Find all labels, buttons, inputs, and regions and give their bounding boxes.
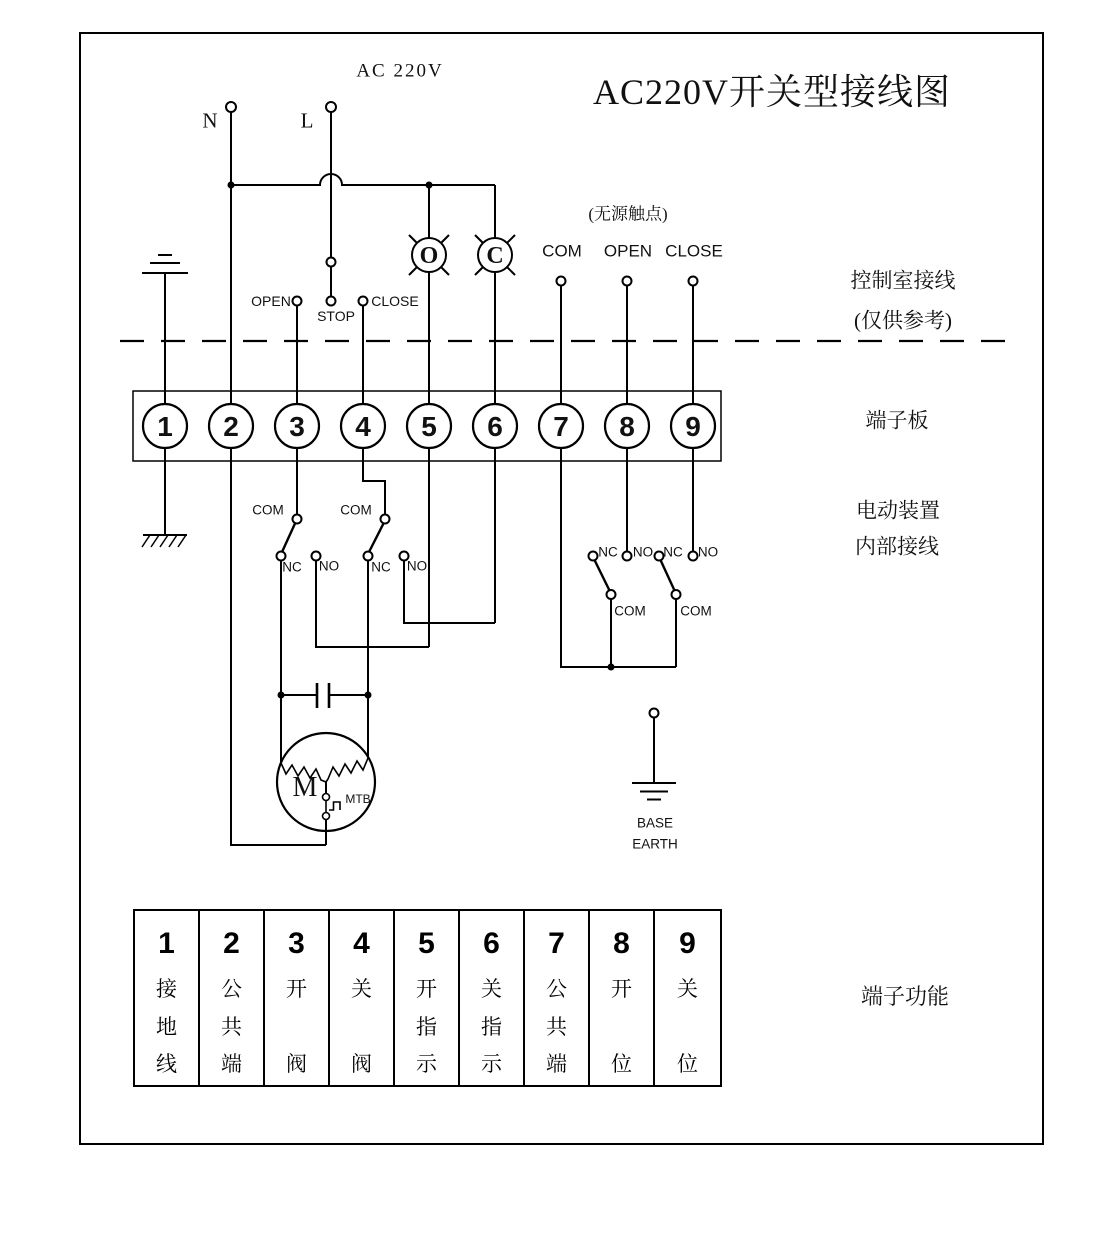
page-title: AC220V开关型接线图 xyxy=(592,72,952,112)
function-column-7 xyxy=(525,911,590,1085)
close-limit-nc-label: NC xyxy=(371,559,391,575)
open-button-contact xyxy=(293,297,302,405)
function-column-3 xyxy=(265,911,330,1085)
power-input-wires xyxy=(226,102,495,845)
column-char: 端 xyxy=(546,1052,567,1076)
control-room-note-2: (仅供参考) xyxy=(854,308,952,333)
feedback-switch-wiring xyxy=(561,448,698,671)
open-lamp-letter: O xyxy=(419,243,439,269)
limit-switch-wiring xyxy=(281,448,495,762)
column-char: 阀 xyxy=(286,1052,307,1076)
terminal-function-table xyxy=(133,909,722,1087)
feedback-open-com-label: COM xyxy=(614,603,646,619)
column-char: 关 xyxy=(351,977,372,1001)
column-number: 3 xyxy=(288,927,305,960)
terminal-1: 1 xyxy=(157,411,173,442)
feedback-close-com-label: COM xyxy=(680,603,712,619)
column-char: 位 xyxy=(677,1052,698,1076)
capacitor-symbol xyxy=(278,683,372,708)
junction-dot xyxy=(365,692,372,699)
feedback-open-nc-label: NC xyxy=(598,544,618,560)
feedback-close-nc-label: NC xyxy=(663,544,683,560)
terminal-8: 8 xyxy=(619,411,635,442)
thermal-protector-label: MTB xyxy=(345,792,371,806)
function-column-2 xyxy=(200,911,265,1085)
supply-label: AC 220V xyxy=(356,60,444,82)
motor-letter: M xyxy=(292,772,318,803)
column-char: 示 xyxy=(481,1052,502,1076)
close-button-contact xyxy=(359,297,368,405)
terminal-9: 9 xyxy=(685,411,701,442)
terminal-5: 5 xyxy=(421,411,437,442)
function-column-1 xyxy=(135,911,200,1085)
remote-com-label: COM xyxy=(542,241,582,261)
internal-wiring-label-2: 内部接线 xyxy=(855,534,939,559)
column-char: 指 xyxy=(416,1015,437,1039)
chassis-ground-symbol xyxy=(142,448,187,547)
column-char: 开 xyxy=(611,977,632,1001)
terminal-board-label: 端子板 xyxy=(865,408,929,433)
close-limit-com-label: COM xyxy=(340,502,372,518)
column-char: 公 xyxy=(221,977,242,1001)
junction-dot xyxy=(278,692,285,699)
close-lamp-letter: C xyxy=(486,243,504,269)
feedback-open-no-label: NO xyxy=(632,544,654,560)
column-char: 开 xyxy=(416,977,437,1001)
lamp-bus-wire xyxy=(231,174,495,185)
terminal-4: 4 xyxy=(355,411,371,442)
column-char: 地 xyxy=(156,1015,177,1039)
stop-button-contact xyxy=(327,258,336,306)
open-limit-nc-label: NC xyxy=(282,559,302,575)
column-char: 关 xyxy=(677,977,698,1001)
neutral-label: N xyxy=(202,108,218,133)
base-earth-label-1: BASE xyxy=(636,815,674,831)
motor-winding-right xyxy=(326,758,368,782)
close-button-label: CLOSE xyxy=(371,293,419,309)
terminal-3: 3 xyxy=(289,411,305,442)
open-limit-no-label: NO xyxy=(318,558,340,574)
column-number: 5 xyxy=(418,927,435,960)
live-label: L xyxy=(300,108,314,133)
l-terminal-circle xyxy=(326,102,336,112)
terminal-6: 6 xyxy=(487,411,503,442)
column-number: 7 xyxy=(548,927,565,960)
column-char: 位 xyxy=(611,1052,632,1076)
junction-dot xyxy=(228,182,235,189)
column-char: 公 xyxy=(546,977,567,1001)
column-char: 开 xyxy=(286,977,307,1001)
n-terminal-circle xyxy=(226,102,236,112)
control-room-note-1: 控制室接线 xyxy=(850,268,956,293)
column-number: 9 xyxy=(679,927,696,960)
column-number: 2 xyxy=(223,927,240,960)
function-column-6 xyxy=(460,911,525,1085)
column-char: 端 xyxy=(221,1052,242,1076)
column-char: 关 xyxy=(481,977,502,1001)
junction-dot xyxy=(608,664,615,671)
column-number: 1 xyxy=(158,927,175,960)
function-column-4 xyxy=(330,911,395,1085)
column-char: 示 xyxy=(416,1052,437,1076)
column-char: 指 xyxy=(481,1015,502,1039)
stop-button-label: STOP xyxy=(317,308,355,324)
column-number: 6 xyxy=(483,927,500,960)
control-earth-symbol xyxy=(142,255,188,404)
column-char: 共 xyxy=(546,1015,567,1039)
function-column-5 xyxy=(395,911,460,1085)
remote-close-label: CLOSE xyxy=(665,241,723,261)
terminal-2: 2 xyxy=(223,411,239,442)
open-limit-com-label: COM xyxy=(252,502,284,518)
column-number: 8 xyxy=(613,927,630,960)
terminal-functions-label: 端子功能 xyxy=(860,984,950,1009)
function-column-8 xyxy=(590,911,655,1085)
function-column-9 xyxy=(655,911,720,1085)
open-button-label: OPEN xyxy=(251,293,291,309)
close-lamp-symbol xyxy=(475,185,515,404)
internal-wiring-label-1: 电动装置 xyxy=(856,498,940,523)
base-earth-label-2: EARTH xyxy=(632,836,678,852)
feedback-close-no-label: NO xyxy=(697,544,719,560)
passive-contact-note: (无源触点) xyxy=(588,204,668,224)
column-char: 接 xyxy=(156,977,177,1001)
base-earth-symbol xyxy=(632,709,676,800)
column-number: 4 xyxy=(353,927,370,960)
column-char: 线 xyxy=(156,1052,177,1076)
close-limit-no-label: NO xyxy=(406,558,428,574)
thermal-protector-glyph xyxy=(329,802,340,810)
column-char: 阀 xyxy=(351,1052,372,1076)
terminal-7: 7 xyxy=(553,411,569,442)
column-char: 共 xyxy=(221,1015,242,1039)
remote-open-label: OPEN xyxy=(603,241,653,261)
